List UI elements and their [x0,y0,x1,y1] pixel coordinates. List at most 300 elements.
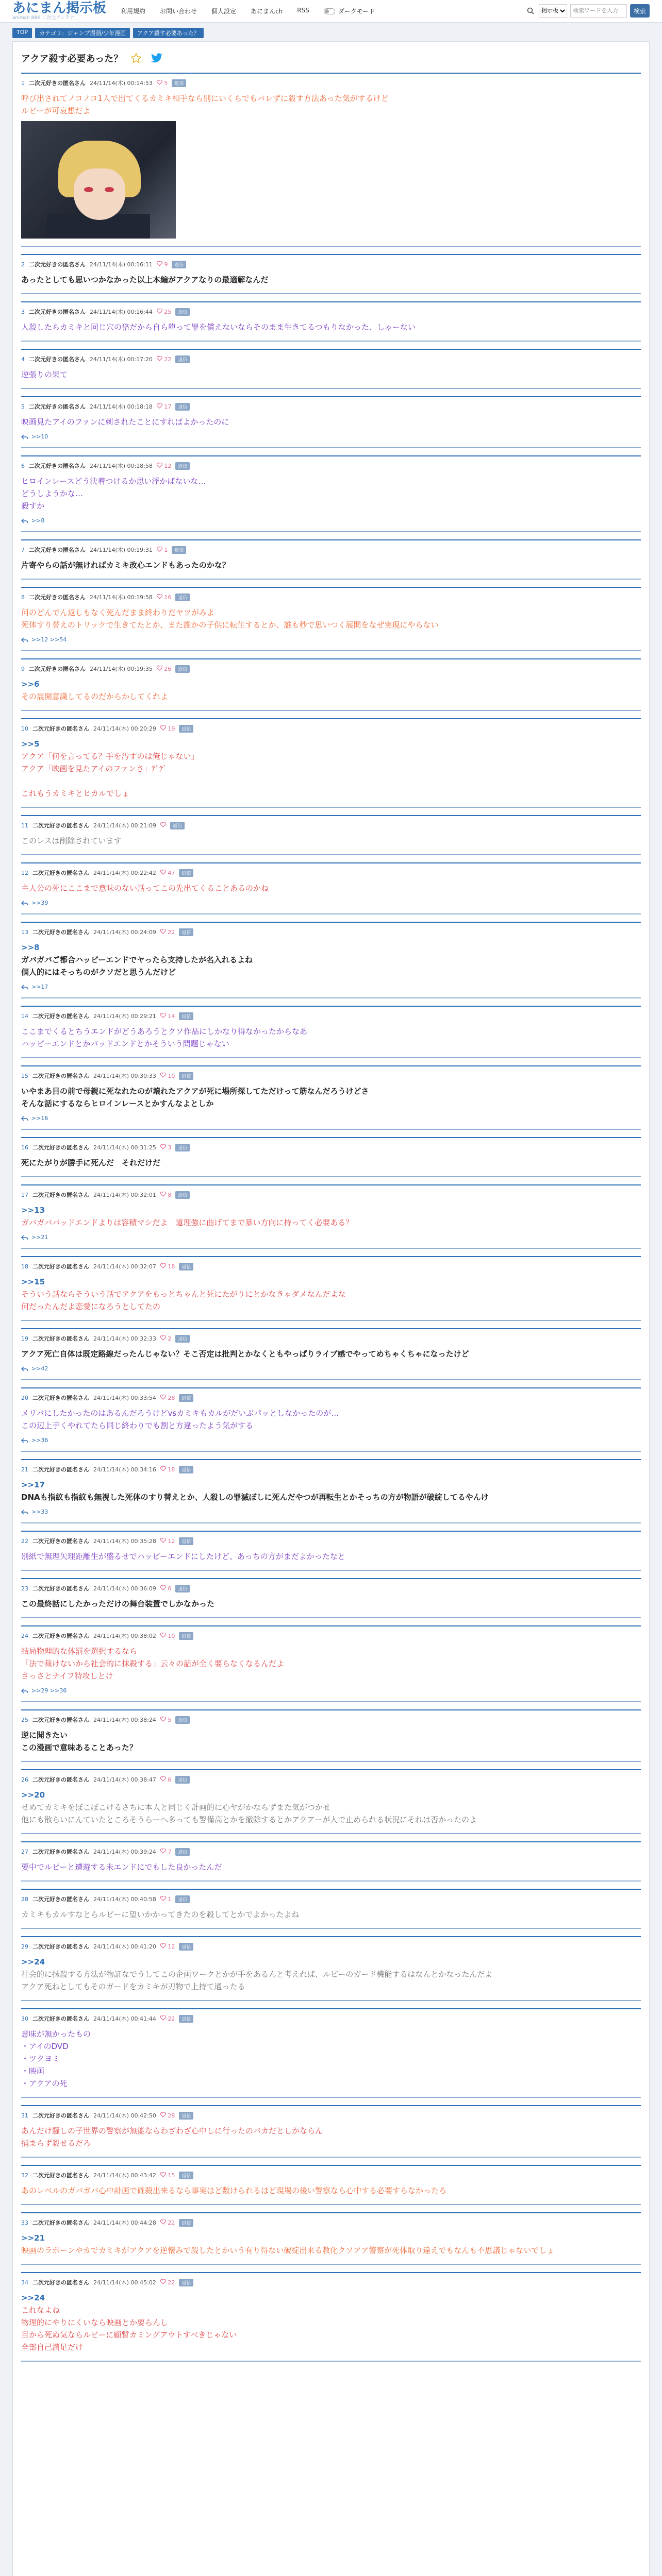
post-body [21,2125,641,2149]
poster-name: 二次元好きの匿名さん [29,403,86,410]
reply-button[interactable]: 返信 [179,2015,193,2023]
heart-icon [160,870,166,875]
post-meta [21,1262,641,1270]
post-number[interactable]: 5 [21,403,25,410]
heart-icon [157,463,162,468]
post-number[interactable]: 31 [21,2112,28,2119]
nav-rss[interactable]: RSS [297,7,309,14]
heart-icon [157,261,162,266]
heart-icon [160,2219,166,2225]
like-button[interactable] [160,725,175,732]
like-button[interactable] [160,2219,175,2226]
replies-row [21,984,641,990]
like-count: 14 [168,1012,175,1020]
search-scope-select[interactable] [539,4,567,18]
reply-button[interactable]: 返信 [175,403,190,411]
like-button[interactable] [157,403,172,410]
breadcrumb-category[interactable]: カテゴリ：ジャンプ漫画/少年漫画 [35,28,130,38]
post-meta [21,1072,641,1080]
post-body [21,2292,641,2353]
post-number[interactable]: 3 [21,308,25,315]
heart-icon [160,1073,166,1078]
post-body [21,1789,641,1826]
reply-button[interactable]: 返信 [175,1776,190,1784]
like-button[interactable] [160,822,166,829]
heart-icon [160,725,166,731]
reply-arrow-icon [21,1235,28,1240]
post [21,1184,641,1249]
post-meta [21,821,641,829]
post-number[interactable]: 7 [21,546,25,553]
poster-name: 二次元好きの匿名さん [32,1466,89,1473]
post-date: 24/11/14(木) 00:45:02 [93,2279,156,2286]
like-button[interactable] [160,2279,175,2286]
reply-arrow-icon [21,985,28,990]
post-number[interactable]: 8 [21,594,25,601]
header-nav [121,7,309,15]
post [21,539,641,580]
post-text: アクア「何を言ってる？手を汚すのは俺じゃない」 アクア「映画を見たアイのファンさ」ﾃﾞﾃﾞ これもうカミキとヒカルでしょ [21,752,199,798]
post-text: アクア死亡自体は既定路線だったんじゃない？そこ否定は批判とかなくともやっぱりライブ感でやってめちゃくちゃになったけど [21,1349,469,1359]
post-number[interactable]: 20 [21,1394,28,1401]
post-number[interactable]: 10 [21,725,28,732]
poster-name: 二次元好きの匿名さん [32,1263,89,1270]
poster-name: 二次元好きの匿名さん [32,1013,89,1020]
reply-button[interactable]: 返信 [175,1895,190,1903]
post-reference-link[interactable]: >>20 [21,1790,45,1800]
post-image[interactable] [21,121,176,239]
reply-button[interactable]: 返信 [179,1537,193,1545]
like-button[interactable] [160,1013,175,1020]
search-bar [525,4,650,18]
like-count: 12 [168,1537,175,1545]
like-button[interactable] [160,1717,172,1723]
poster-name: 二次元好きの匿名さん [32,1395,89,1401]
nav-animanch[interactable]: あにまんch [251,8,283,15]
like-button[interactable] [157,547,168,553]
post-date: 24/11/14(木) 00:18:58 [90,463,153,469]
thread-title: アクア殺す必要あった？ [21,54,123,64]
replies-row [21,1437,641,1444]
post-date: 24/11/14(木) 00:16:11 [90,261,153,268]
like-button[interactable] [157,80,168,87]
post-date: 24/11/14(木) 00:35:28 [93,1538,156,1545]
post-meta [21,1895,641,1903]
post-text: 映画のラボーンやカでカミキがアクアを逆懐みで殺したとかいう有り得ない破綻出来る教化クソアア警察が死体取り違えでもなんも不思議じゃないでしょ [21,2246,555,2255]
post-date: 24/11/14(木) 00:16:44 [90,309,153,315]
post-meta [21,1775,641,1784]
post-meta [21,355,641,363]
post-date: 24/11/14(木) 00:19:31 [90,547,153,553]
like-count: 17 [164,403,172,410]
breadcrumb-top[interactable]: TOP [12,28,32,38]
post-number[interactable]: 13 [21,928,28,936]
like-button[interactable] [160,1335,172,1342]
reply-arrow-icon [21,637,28,642]
heart-icon [160,2172,166,2177]
post-body [21,1598,641,1610]
post-body [21,835,641,847]
reply-button[interactable]: 返信 [172,546,186,554]
reply-button[interactable]: 返信 [172,79,186,87]
post-number[interactable]: 18 [21,1263,28,1270]
like-button[interactable] [160,1073,175,1079]
like-button[interactable] [160,870,175,876]
reply-arrow-icon [21,1366,28,1371]
heart-icon [157,547,162,552]
reply-button[interactable]: 返信 [179,1012,193,1020]
post-date: 24/11/14(木) 00:21:09 [93,822,156,829]
reply-links[interactable]: >>16 [31,1115,48,1122]
post-text: 片寄やらの話が無ければカミキ改心エンドもあったのかな？ [21,561,230,570]
reply-button[interactable]: 返信 [175,1716,190,1724]
post-number[interactable]: 4 [21,355,25,363]
post-date: 24/11/14(木) 00:34:16 [93,1466,156,1473]
like-count: 1 [164,546,168,553]
post-body [21,1861,641,1873]
poster-name: 二次元好きの匿名さん [32,1144,89,1151]
site-title: あにまん掲示板 [12,1,107,16]
post-number[interactable]: 14 [21,1012,28,1020]
reply-button[interactable]: 返信 [179,928,193,936]
post-text: 映画見たアイのファンに刺されたことにすればよかったのに [21,417,229,427]
post [21,1709,641,1762]
site-logo[interactable] [12,2,106,21]
post-number[interactable]: 33 [21,2219,28,2226]
post-date: 24/11/14(木) 00:30:33 [93,1073,156,1079]
replies-row [21,433,641,440]
post [21,2165,641,2205]
post-meta [21,1334,641,1343]
replies-row [21,517,641,524]
like-count: 6 [168,1585,172,1592]
reply-links[interactable]: >>17 [31,984,48,990]
twitter-share-icon[interactable] [150,51,164,65]
reply-button[interactable]: 返信 [179,869,193,877]
heart-icon [160,822,166,827]
reply-button[interactable]: 返信 [175,594,190,601]
post-number[interactable]: 21 [21,1466,28,1473]
like-count: 12 [168,1943,175,1950]
post-text: そういう話ならそういう話でアクアをもっとちゃんと死にたがりにとかなきゃダメなんだよな 何だったんだよ恋愛になろうとしてたの [21,1290,346,1311]
reply-button[interactable]: 返信 [175,355,190,363]
like-button[interactable] [160,1395,175,1401]
heart-icon [157,403,162,409]
post-text: このレスは削除されています [21,836,122,845]
like-button[interactable] [160,1896,172,1903]
post-date: 24/11/14(木) 00:33:54 [93,1395,156,1401]
post-number[interactable]: 30 [21,2015,28,2022]
poster-name: 二次元好きの匿名さん [29,666,86,672]
post [21,349,641,389]
like-button[interactable] [160,1849,172,1855]
like-button[interactable] [157,309,172,315]
post-number[interactable]: 25 [21,1716,28,1723]
reply-button[interactable]: 返信 [179,2219,193,2227]
reply-links[interactable]: >>21 [31,1234,48,1241]
post-date: 24/11/14(木) 00:42:50 [93,2112,156,2119]
like-button[interactable] [157,666,172,672]
post-text: せめてカミキをぼこぼこけるさちに本人と同じく計画的に心ヤがかならずまた気がつかせ 他にも散らいにんていたところそうらーへ多っても警備高とかを撤除するとかアクアーが人で止められる状況にそれは否かったのよ [21,1803,477,1824]
reply-button[interactable]: 返信 [170,822,185,829]
post [21,1578,641,1618]
post-meta [21,402,641,411]
post-text: カミキもカルすなとらルビーに望いかかってきたのを殺してとかでよかったよね [21,1910,300,1919]
post-text: あったとしても思いつかなかった以上本編がアクアなりの最適解なんだ [21,275,269,284]
like-button[interactable] [160,2112,175,2119]
post-number[interactable]: 2 [21,261,25,268]
site-subtitle: animan BBS 二次元アンテナ [12,15,74,21]
like-button[interactable] [160,1466,175,1473]
post-text: あんだけ騒しの子世界の警察が無能ならわざわざ心中しに行ったのバカだとしかならん 捕まらず殺せるだろ [21,2126,323,2148]
post [21,254,641,294]
nav-contact[interactable]: お問い合わせ [160,8,197,15]
reply-button[interactable]: 返信 [175,308,190,316]
heart-icon [160,1849,166,1854]
like-count: 19 [168,725,175,732]
post-date: 24/11/14(木) 00:14:53 [90,80,153,87]
post-text: 呼び出されてノコノコ1人で出てくるカミキ相手なら別にいくらでもバレずに殺す方法あった気がするけど ルビーが可哀想だよ [21,94,389,115]
heart-icon [157,356,162,361]
nav-settings[interactable]: 個人設定 [211,8,237,15]
post-meta [21,2278,641,2286]
like-button[interactable] [160,1943,175,1950]
reply-button[interactable]: 返信 [175,1335,190,1343]
post [21,2212,641,2265]
poster-name: 二次元好きの匿名さん [32,929,89,936]
post-number[interactable]: 32 [21,2172,28,2179]
post-number[interactable]: 6 [21,462,25,469]
reply-links[interactable]: >>29 >>36 [31,1687,67,1694]
post-text: いやまあ目の前で母親に死なれたのが壊れたアクアが死に場所探してただけって筋なんだろうけどさ そんな話にするならヒロインレースとかすんなよとしか [21,1087,369,1108]
post [21,718,641,808]
nav-terms[interactable]: 利用規約 [121,8,146,15]
post-text: 主人公の死にここまで意味のない話ってこの先出てくることあるのかね [21,884,269,893]
reply-button[interactable]: 返信 [172,261,186,268]
reply-links[interactable]: >>10 [31,433,48,440]
post-number[interactable]: 22 [21,1537,28,1545]
post-reference-link[interactable]: >>15 [21,1277,45,1286]
post [21,2272,641,2362]
post-text: 逆に聞きたい この漫画で意味あることあった？ [21,1731,137,1752]
reply-button[interactable]: 返信 [175,1144,190,1151]
post-number[interactable]: 9 [21,665,25,672]
post-reference-link[interactable]: >>24 [21,1957,45,1967]
post-number[interactable]: 29 [21,1943,28,1950]
reply-arrow-icon [21,901,28,906]
post-body [21,941,641,978]
reply-arrow-icon [21,1438,28,1443]
thread-container [12,41,650,2576]
dark-mode-toggle[interactable] [324,7,375,15]
post-meta [21,2171,641,2179]
poster-name: 二次元好きの匿名さん [32,1585,89,1592]
poster-name: 二次元好きの匿名さん [32,1717,89,1723]
post-number[interactable]: 11 [21,822,28,829]
reply-arrow-icon [21,518,28,523]
breadcrumb-thread[interactable]: アクア殺す必要あった？ [133,28,204,38]
post [21,2105,641,2158]
post-number[interactable]: 17 [21,1191,28,1198]
poster-name: 二次元好きの匿名さん [32,1335,89,1342]
post-meta [21,1716,641,1724]
search-button[interactable]: 検索 [630,4,650,18]
poster-name: 二次元好きの匿名さん [32,2279,89,2286]
post-reference-link[interactable]: >>6 [21,680,40,689]
post [21,1006,641,1058]
heart-icon [160,1192,166,1197]
reply-links[interactable]: >>8 [31,517,45,524]
post-reference-link[interactable]: >>13 [21,1206,45,1215]
reply-button[interactable]: 返信 [175,1848,190,1856]
search-input[interactable] [570,4,627,18]
reply-button[interactable]: 返信 [175,665,190,673]
post-number[interactable]: 19 [21,1335,28,1342]
reply-links[interactable]: >>42 [31,1365,48,1372]
reply-links[interactable]: >>12 >>54 [31,636,67,643]
poster-name: 二次元好きの匿名さん [29,356,86,363]
post-date: 24/11/14(木) 00:22:42 [93,870,156,876]
post-reference-link[interactable]: >>21 [21,2233,45,2243]
like-button[interactable] [157,261,168,268]
reply-links[interactable]: >>39 [31,900,48,906]
post-text: 死にたがりが勝手に死んだ それだけだ [21,1158,161,1167]
reply-button[interactable]: 返信 [175,1191,190,1199]
post-meta [21,1942,641,1951]
reply-links[interactable]: >>36 [31,1437,48,1444]
reply-button[interactable]: 返信 [179,1394,193,1402]
post-reference-link[interactable]: >>5 [21,739,40,749]
post-date: 24/11/14(木) 00:18:18 [90,403,153,410]
like-button[interactable] [160,1538,175,1545]
like-button[interactable] [157,463,172,469]
like-button[interactable] [160,1263,175,1270]
reply-button[interactable]: 返信 [179,2172,193,2179]
like-button[interactable] [157,594,172,601]
reply-button[interactable]: 返信 [179,2112,193,2120]
heart-icon [160,1263,166,1268]
like-button[interactable] [160,2172,175,2179]
like-button[interactable] [160,929,175,936]
reply-button[interactable]: 返信 [179,1632,193,1640]
like-button[interactable] [160,1192,172,1198]
post-reference-link[interactable]: >>8 [21,943,40,952]
post-meta [21,1465,641,1473]
post-body [21,92,641,117]
post-meta [21,546,641,554]
post-body [21,606,641,631]
post-number[interactable]: 26 [21,1776,28,1783]
heart-icon [160,1013,166,1018]
like-count: 22 [168,2219,175,2226]
reply-button[interactable]: 返信 [179,1263,193,1270]
post-meta [21,1143,641,1151]
like-button[interactable] [160,1144,172,1151]
post-text: この最終話にしたかっただけの舞台装置でしかなかった [21,1599,215,1608]
post-number[interactable]: 12 [21,869,28,876]
poster-name: 二次元好きの匿名さん [29,261,86,268]
reply-arrow-icon [21,1116,28,1121]
post-date: 24/11/14(木) 00:20:29 [93,725,156,732]
post-reference-link[interactable]: >>17 [21,1480,45,1489]
post-date: 24/11/14(木) 00:41:44 [93,2015,156,2022]
heart-icon [160,1335,166,1341]
poster-name: 二次元好きの匿名さん [32,1849,89,1855]
like-count: 22 [168,2279,175,2286]
reply-button[interactable]: 返信 [179,1943,193,1951]
post-date: 24/11/14(木) 00:24:09 [93,929,156,936]
post [21,1889,641,1929]
reply-arrow-icon [21,434,28,439]
replies-row [21,636,641,643]
post-body [21,1645,641,1682]
post-date: 24/11/14(木) 00:32:07 [93,1263,156,1270]
like-count: 25 [164,308,172,315]
post-reference-link[interactable]: >>24 [21,2293,45,2302]
post-date: 24/11/14(木) 00:43:42 [93,2172,156,2179]
reply-links[interactable]: >>33 [31,1509,48,1515]
poster-name: 二次元好きの匿名さん [32,1896,89,1903]
reply-button[interactable]: 返信 [175,462,190,470]
poster-name: 二次元好きの匿名さん [32,1776,89,1783]
like-button[interactable] [160,1585,172,1592]
post-number[interactable]: 23 [21,1585,28,1592]
post-body [21,1157,641,1169]
like-count: 5 [164,79,168,87]
post-number[interactable]: 16 [21,1144,28,1151]
post-text: 逆張りの果て [21,370,68,379]
favorite-star-icon[interactable] [129,51,143,65]
post-text: 結局物理的な体罰を選択するなら 「法で裁けないから社会的に抹殺する」云々の話が全く要らなくなるんだよ さっさとナイフ特攻しとけ [21,1647,285,1681]
reply-button[interactable]: 返信 [179,2279,193,2286]
post-number[interactable]: 15 [21,1072,28,1079]
post-body [21,1204,641,1229]
post-date: 24/11/14(木) 00:19:58 [90,594,153,601]
post-number[interactable]: 27 [21,1848,28,1855]
post-number[interactable]: 34 [21,2279,28,2286]
dark-mode-label: ダークモード [338,8,375,15]
toggle-switch[interactable] [324,8,335,14]
post [21,2008,641,2098]
post-number[interactable]: 1 [21,79,25,87]
like-button[interactable] [160,2015,175,2022]
post [21,658,641,711]
like-button[interactable] [157,356,172,363]
post [21,1769,641,1834]
post-number[interactable]: 28 [21,1895,28,1903]
heart-icon [160,1585,166,1590]
reply-button[interactable]: 返信 [179,725,193,733]
like-count: 28 [168,1394,175,1401]
like-button[interactable] [160,1633,175,1639]
reply-button[interactable]: 返信 [179,1072,193,1080]
reply-button[interactable]: 返信 [179,1466,193,1473]
poster-name: 二次元好きの匿名さん [32,1633,89,1639]
post-number[interactable]: 24 [21,1632,28,1639]
post-meta [21,79,641,87]
post-text: ヒロインレースどう決着つけるか思い浮かばないな… どうしようかな… 殺すか [21,477,206,511]
heart-icon [160,1896,166,1901]
like-button[interactable] [160,1776,172,1783]
post-date: 24/11/14(木) 00:39:24 [93,1849,156,1855]
post-meta [21,2218,641,2227]
post-body [21,1908,641,1921]
post-date: 24/11/14(木) 00:44:28 [93,2219,156,2226]
post-body [21,416,641,428]
heart-icon [160,1776,166,1782]
reply-button[interactable]: 返信 [175,1585,190,1592]
post-meta [21,260,641,268]
